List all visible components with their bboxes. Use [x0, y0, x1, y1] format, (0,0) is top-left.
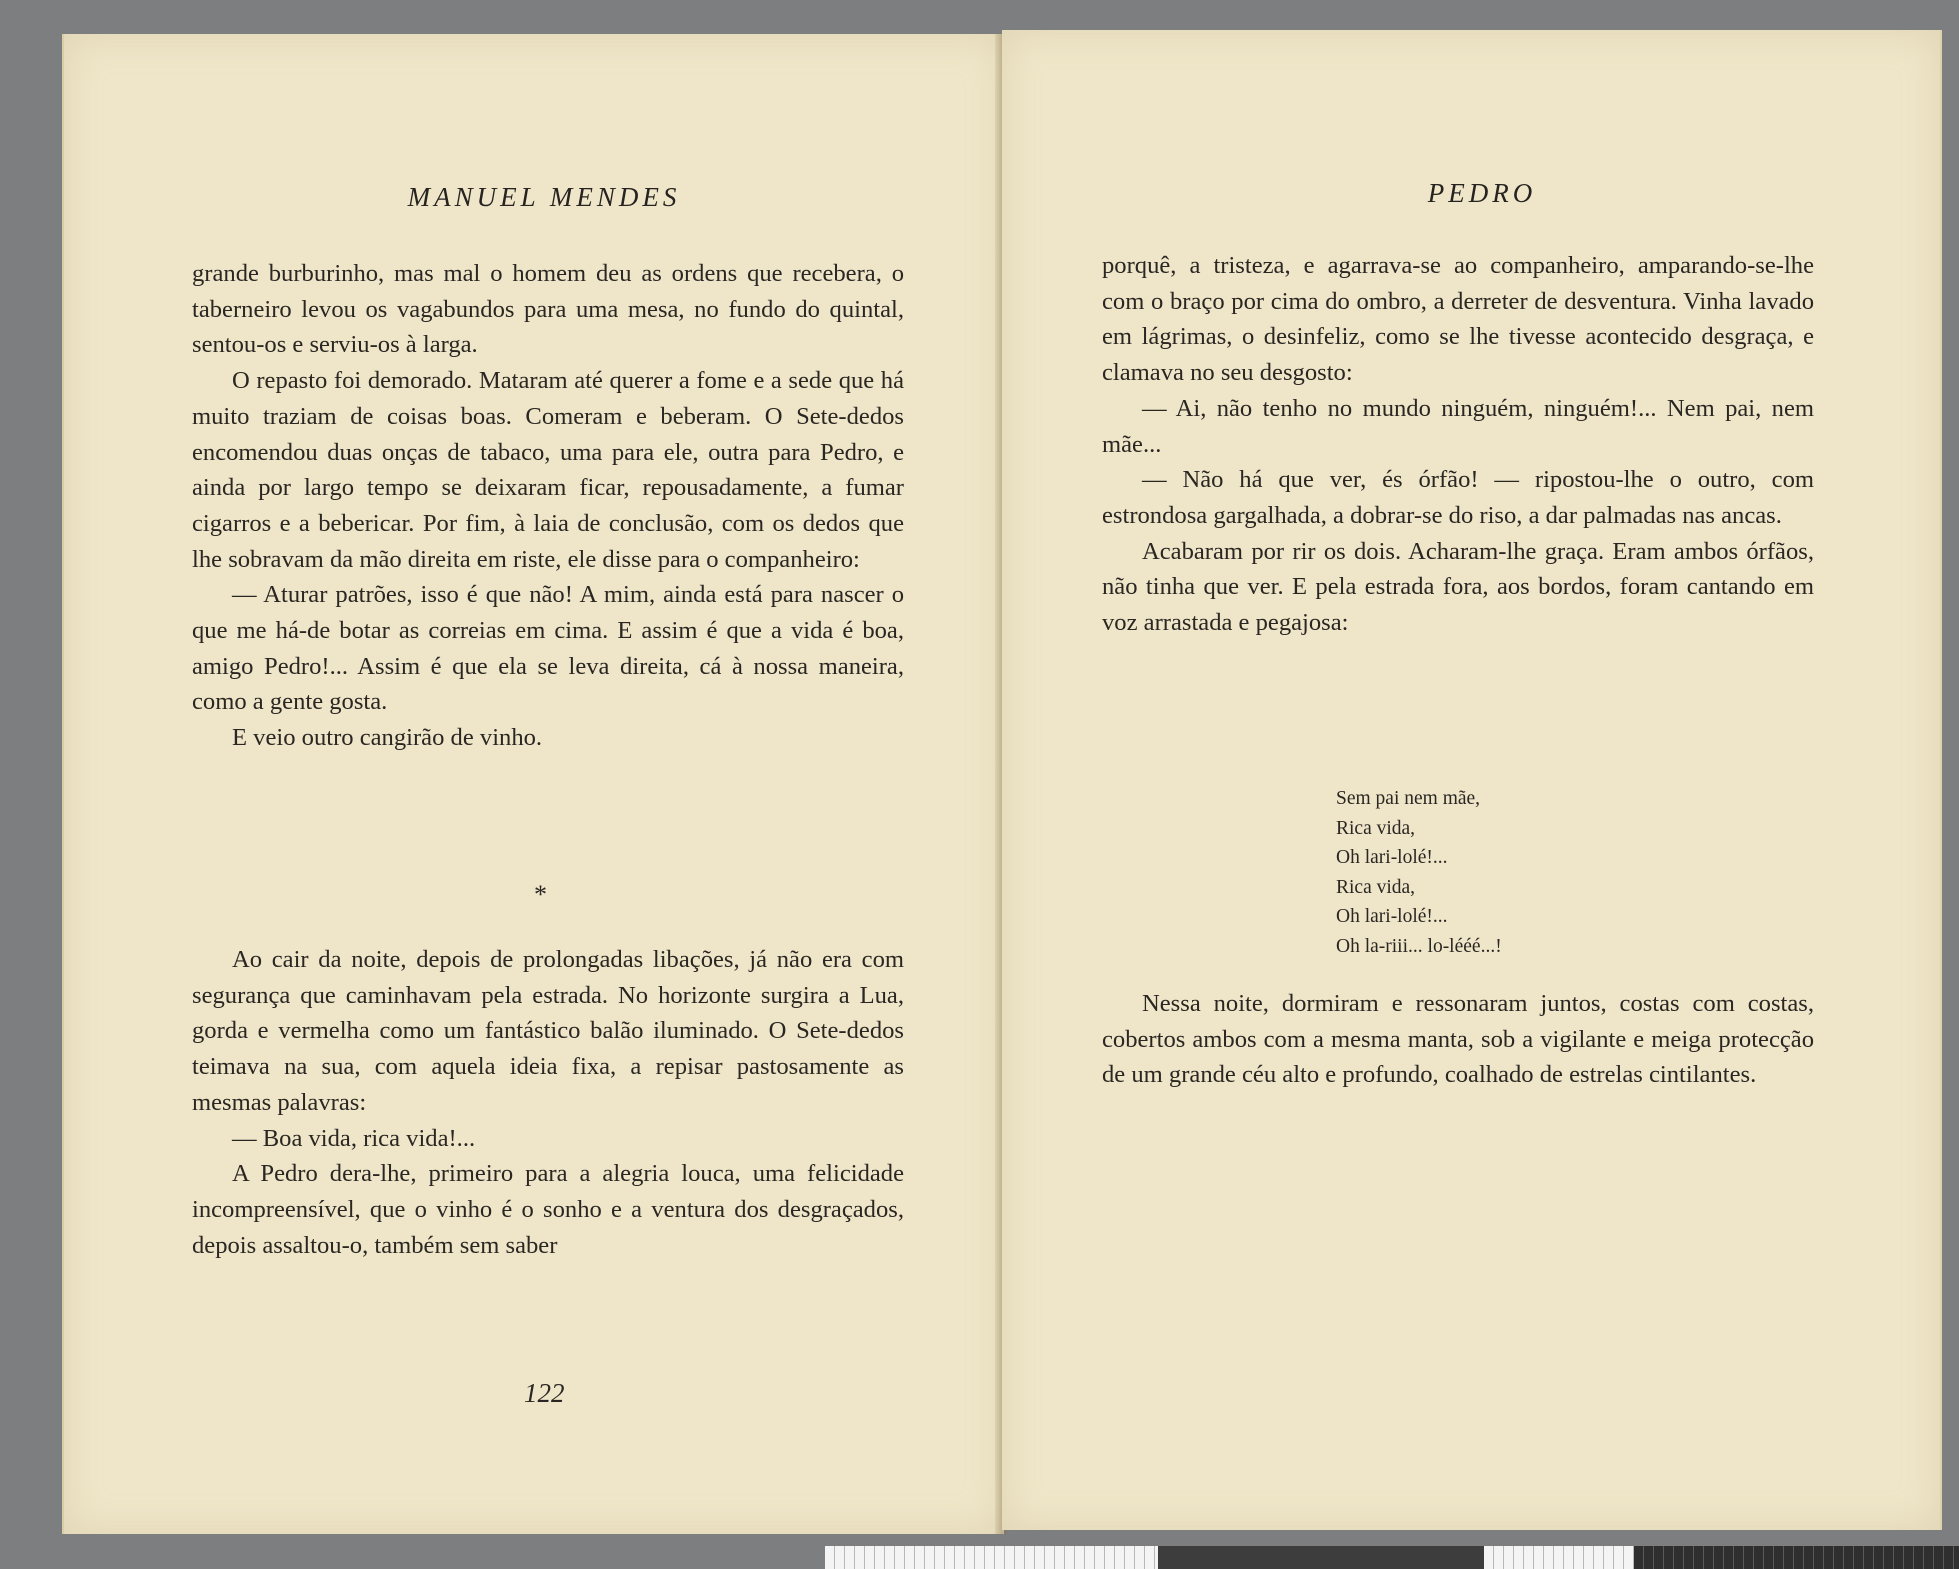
paragraph: O repasto foi demorado. Mataram até querer a fome e a sede que há muito traziam de coisas boas. Comeram e beberam. O Sete-dedos encomendou duas onças de tabaco, uma para ele, outra para Pedro, e ainda por largo tempo se deixaram ficar, repousadamente, a fumar cigarros e a bebericar. Por fim, à laia de conclusão, com os dedos que lhe sobravam da mão direita em riste, ele disse para o companheiro:	[192, 367, 904, 573]
verse-line: Rica vida,	[1336, 876, 1416, 898]
right-text-block-top	[1102, 248, 1814, 641]
verse-line: Rica vida,	[1336, 817, 1416, 839]
running-head-title: PEDRO	[1427, 178, 1537, 208]
section-separator: *	[534, 880, 547, 909]
ruler-segment	[825, 1546, 1158, 1569]
paragraph: porquê, a tristeza, e agarrava-se ao companheiro, amparando-se-lhe com o braço por cima do ombro, a derreter de desventura. Vinha lavado em lágrimas, o desinfeliz, como se lhe tivesse acontecido desgraça, e clamava no seu desgosto:	[1102, 252, 1814, 387]
ruler-segment	[1484, 1546, 1634, 1569]
verse-line: Sem pai nem mãe,	[1336, 788, 1481, 809]
running-head-author: MANUEL MENDES	[407, 182, 681, 212]
page-number: 122	[524, 1378, 565, 1408]
left-text-block-bottom	[192, 942, 904, 1263]
verse-line: Oh lari-lolé!...	[1336, 906, 1448, 927]
left-text-block-top	[192, 256, 904, 756]
left-page	[62, 34, 1004, 1534]
right-page	[1002, 30, 1942, 1530]
paragraph: A Pedro dera-lhe, primeiro para a alegria louca, uma felicidade incompreensível, que o vinho é o sonho e a ventura dos desgraçados, depois assaltou-o, também sem saber	[192, 1160, 904, 1259]
verse-line: Oh la-riii... lo-lééé...!	[1336, 935, 1502, 957]
paragraph: Acabaram por rir os dois. Acharam-lhe graça. Eram ambos órfãos, não tinha que ver. E pela estrada fora, aos bordos, foram cantando em voz arrastada e pegajosa:	[1102, 537, 1814, 637]
paragraph: — Boa vida, rica vida!...	[232, 1124, 476, 1152]
paragraph: — Ai, não tenho no mundo ninguém, ninguém!... Nem pai, nem mãe...	[1102, 394, 1814, 458]
paragraph: E veio outro cangirão de vinho.	[232, 724, 543, 752]
paragraph: — Não há que ver, és órfão! — ripostou-lhe o outro, com estrondosa gargalhada, a dobrar-se do riso, a dar palmadas nas ancas.	[1102, 466, 1814, 529]
song-verse	[1336, 784, 1502, 961]
paragraph: Nessa noite, dormiram e ressonaram juntos, costas com costas, cobertos ambos com a mesma manta, sob a vigilante e meiga protecção de um grande céu alto e profundo, coalhado de estrelas cintilantes.	[1102, 990, 1814, 1089]
ruler-segment	[1634, 1546, 1959, 1569]
right-text-block-bottom	[1102, 986, 1814, 1093]
ruler-segment	[1158, 1546, 1484, 1569]
paragraph: Ao cair da noite, depois de prolongadas libações, já não era com segurança que caminhavam pela estrada. No horizonte surgira a Lua, gorda e vermelha como um fantástico balão iluminado. O Sete-dedos teimava na sua, com aquela ideia fixa, a repisar pastosamente as mesmas palavras:	[192, 946, 904, 1116]
verse-line: Oh lari-lolé!...	[1336, 847, 1448, 868]
paragraph: — Aturar patrões, isso é que não! A mim, ainda está para nascer o que me há-de botar as correias em cima. E assim é que a vida é boa, amigo Pedro!... Assim é que ela se leva direita, cá à nossa maneira, como a gente gosta.	[192, 581, 904, 716]
paragraph: grande burburinho, mas mal o homem deu as ordens que recebera, o taberneiro levou os vagabundos para uma mesa, no fundo do quintal, sentou-os e serviu-os à larga.	[192, 260, 904, 359]
scale-ruler	[825, 1546, 1959, 1569]
